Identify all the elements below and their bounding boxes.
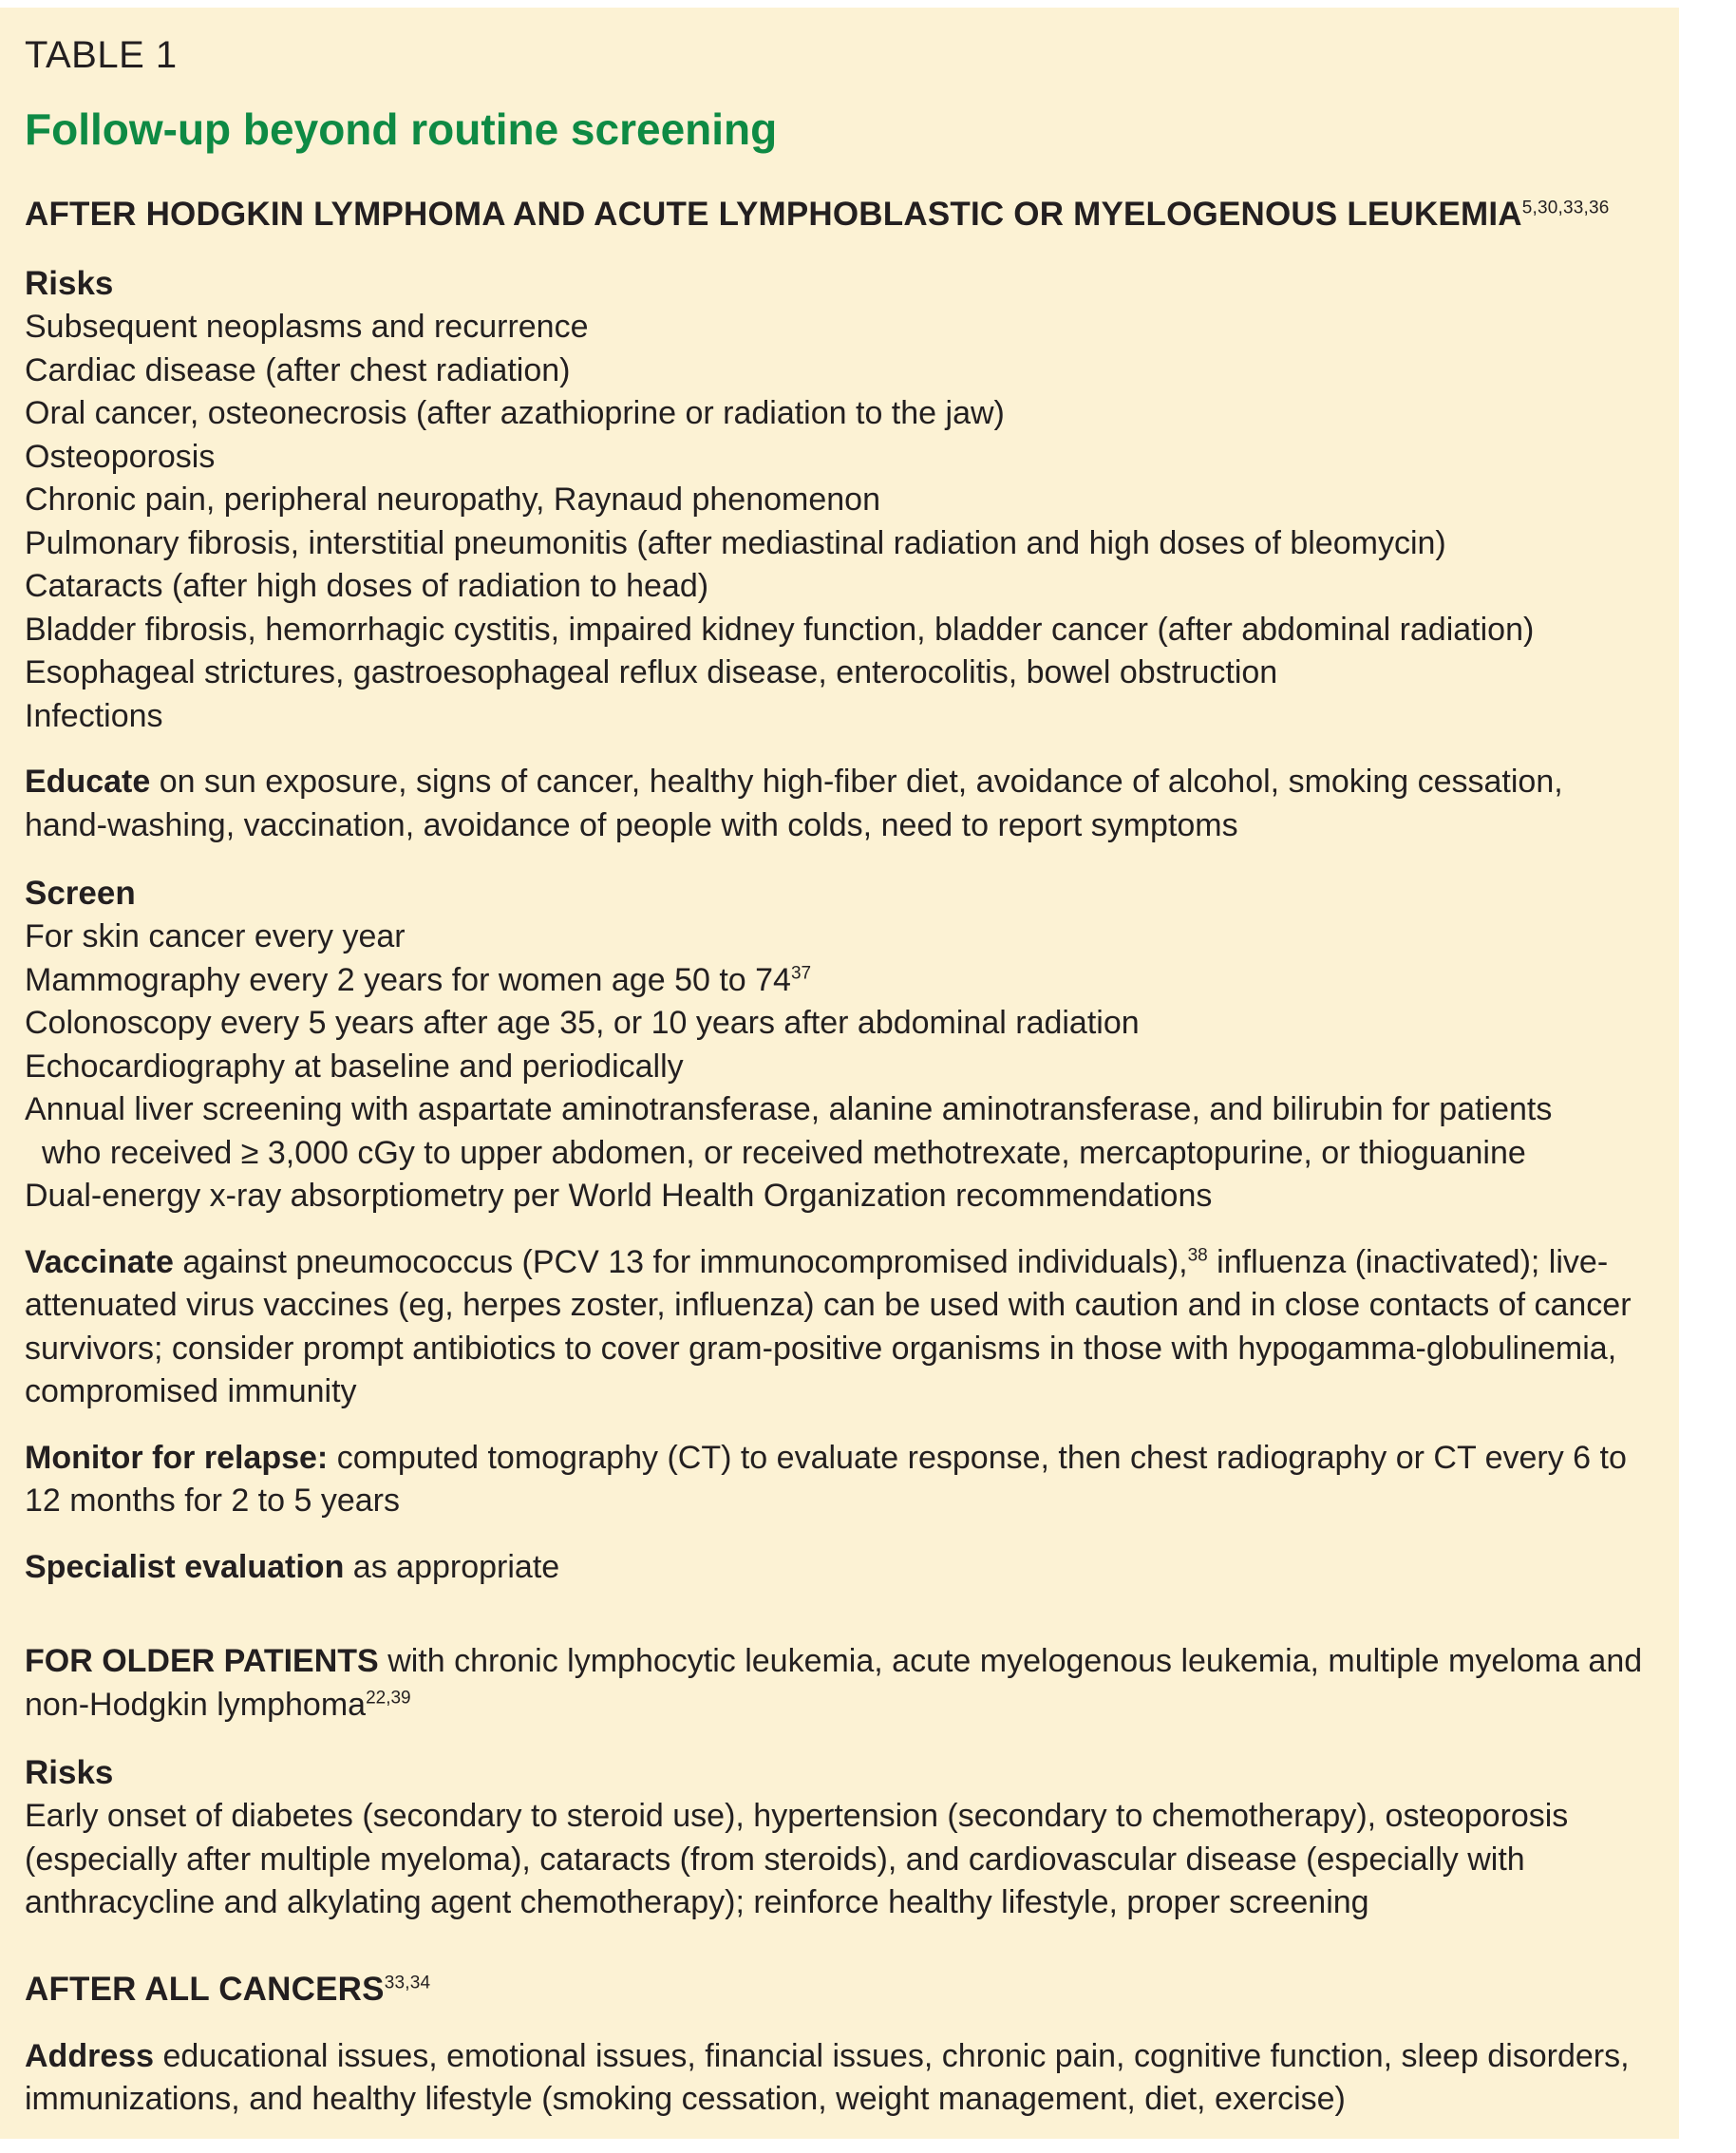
risk-item: Subsequent neoplasms and recurrence xyxy=(25,309,589,345)
address-text: educational issues, emotional issues, financial issues, chronic pain, cognitive function, sleep disorders, immunizations, and healthy lifestyle (smoking cessation, weight management, diet, exercise) xyxy=(25,2037,1630,2117)
vaccinate-text-a: against pneumococcus (PCV 13 for immunocompromised individuals), xyxy=(173,1243,1188,1280)
educate-paragraph xyxy=(25,761,1654,847)
older-patients-text: with chronic lymphocytic leukemia, acute myelogenous leukemia, multiple myeloma and non-Hodgkin lymphoma xyxy=(25,1643,1643,1723)
older-risks-heading: Risks xyxy=(25,1754,114,1791)
all-cancers-heading-text: AFTER ALL CANCERS xyxy=(25,1970,385,2008)
screen-item: Colonoscopy every 5 years after age 35, or 10 years after abdominal radiation xyxy=(25,1005,1140,1041)
screen-item: For skin cancer every year xyxy=(25,918,406,954)
section-heading-hodgkin-leukemia xyxy=(25,192,1654,237)
risk-item: Osteoporosis xyxy=(25,438,216,475)
screen-heading: Screen xyxy=(25,875,136,912)
risk-item: Cardiac disease (after chest radiation) xyxy=(25,351,571,388)
risk-item: Oral cancer, osteonecrosis (after azathioprine or radiation to the jaw) xyxy=(25,395,1005,431)
risk-item: Chronic pain, peripheral neuropathy, Raynaud phenomenon xyxy=(25,482,880,518)
section-heading-all-cancers xyxy=(25,1967,1654,2012)
screen-item xyxy=(25,959,1654,1003)
monitor-paragraph xyxy=(25,1437,1654,1523)
risk-item: Cataracts (after high doses of radiation to head) xyxy=(25,568,709,604)
educate-label: Educate xyxy=(25,764,151,800)
screen-item: Echocardiography at baseline and periodically xyxy=(25,1048,684,1085)
risks-list xyxy=(25,306,1654,738)
risk-item: Pulmonary fibrosis, interstitial pneumonitis (after mediastinal radiation and high doses of bleomycin) xyxy=(25,524,1446,561)
risks-heading: Risks xyxy=(25,265,114,302)
older-risks-text: Early onset of diabetes (secondary to steroid use), hypertension (secondary to chemotherapy), osteoporosis (especially after multiple myeloma), cataracts (from steroids), and cardiovascular disease (especially with anthracycline and alkylating agent chemotherapy); reinforce healthy lifestyle, proper screening xyxy=(25,1798,1569,1920)
monitor-text: computed tomography (CT) to evaluate response, then chest radiography or CT every 6 to 12 months for 2 to 5 years xyxy=(25,1439,1627,1519)
screen-list xyxy=(25,916,1654,1218)
screen-item-ref: 37 xyxy=(790,963,812,984)
address-label: Address xyxy=(25,2037,155,2074)
address-paragraph xyxy=(25,2035,1654,2122)
educate-text: on sun exposure, signs of cancer, healthy high-fiber diet, avoidance of alcohol, smoking cessation, hand-washing, vaccination, avoidance of people with colds, need to report symptoms xyxy=(25,764,1563,843)
older-patients-refs: 22,39 xyxy=(366,1688,411,1709)
older-patients-label: FOR OLDER PATIENTS xyxy=(25,1643,379,1679)
section-heading-text: AFTER HODGKIN LYMPHOMA AND ACUTE LYMPHOBLASTIC OR MYELOGENOUS LEUKEMIA xyxy=(25,196,1522,233)
screen-item-continuation: who received ≥ 3,000 cGy to upper abdomen, or received methotrexate, mercaptopurine, or thioguanine xyxy=(42,1134,1526,1171)
risk-item: Infections xyxy=(25,697,163,734)
table-panel xyxy=(0,8,1679,2139)
screen-item-text: Mammography every 2 years for women age 50 to 74 xyxy=(25,961,791,998)
table-title: Follow-up beyond routine screening xyxy=(25,104,778,154)
specialist-paragraph xyxy=(25,1546,1654,1590)
monitor-label: Monitor for relapse: xyxy=(25,1439,329,1476)
vaccinate-label: Vaccinate xyxy=(25,1243,174,1280)
section-heading-refs: 5,30,33,36 xyxy=(1521,198,1610,218)
all-cancers-refs: 33,34 xyxy=(384,1972,431,1992)
risk-item: Bladder fibrosis, hemorrhagic cystitis, impaired kidney function, bladder cancer (after abdominal radiation) xyxy=(25,611,1535,648)
vaccinate-text-b: influenza (inactivated); live-attenuated virus vaccines (eg, herpes zoster, influenza) can be used with caution and in close contacts of cancer survivors; consider prompt antibiotics to cover gram-positive organisms in those with hypogamma-globulinemia, compromised immunity xyxy=(25,1243,1632,1409)
screen-item: Annual liver screening with aspartate aminotransferase, alanine aminotransferase, and bilirubin for patients xyxy=(25,1091,1553,1127)
specialist-label: Specialist evaluation xyxy=(25,1548,345,1585)
screen-item: Dual-energy x-ray absorptiometry per World Health Organization recommendations xyxy=(25,1178,1213,1214)
vaccinate-ref: 38 xyxy=(1187,1245,1208,1266)
older-patients-heading xyxy=(25,1640,1654,1727)
risk-item: Esophageal strictures, gastroesophageal reflux disease, enterocolitis, bowel obstruction xyxy=(25,654,1278,690)
specialist-text: as appropriate xyxy=(344,1548,560,1585)
table-label: TABLE 1 xyxy=(25,34,178,76)
vaccinate-paragraph xyxy=(25,1241,1654,1414)
